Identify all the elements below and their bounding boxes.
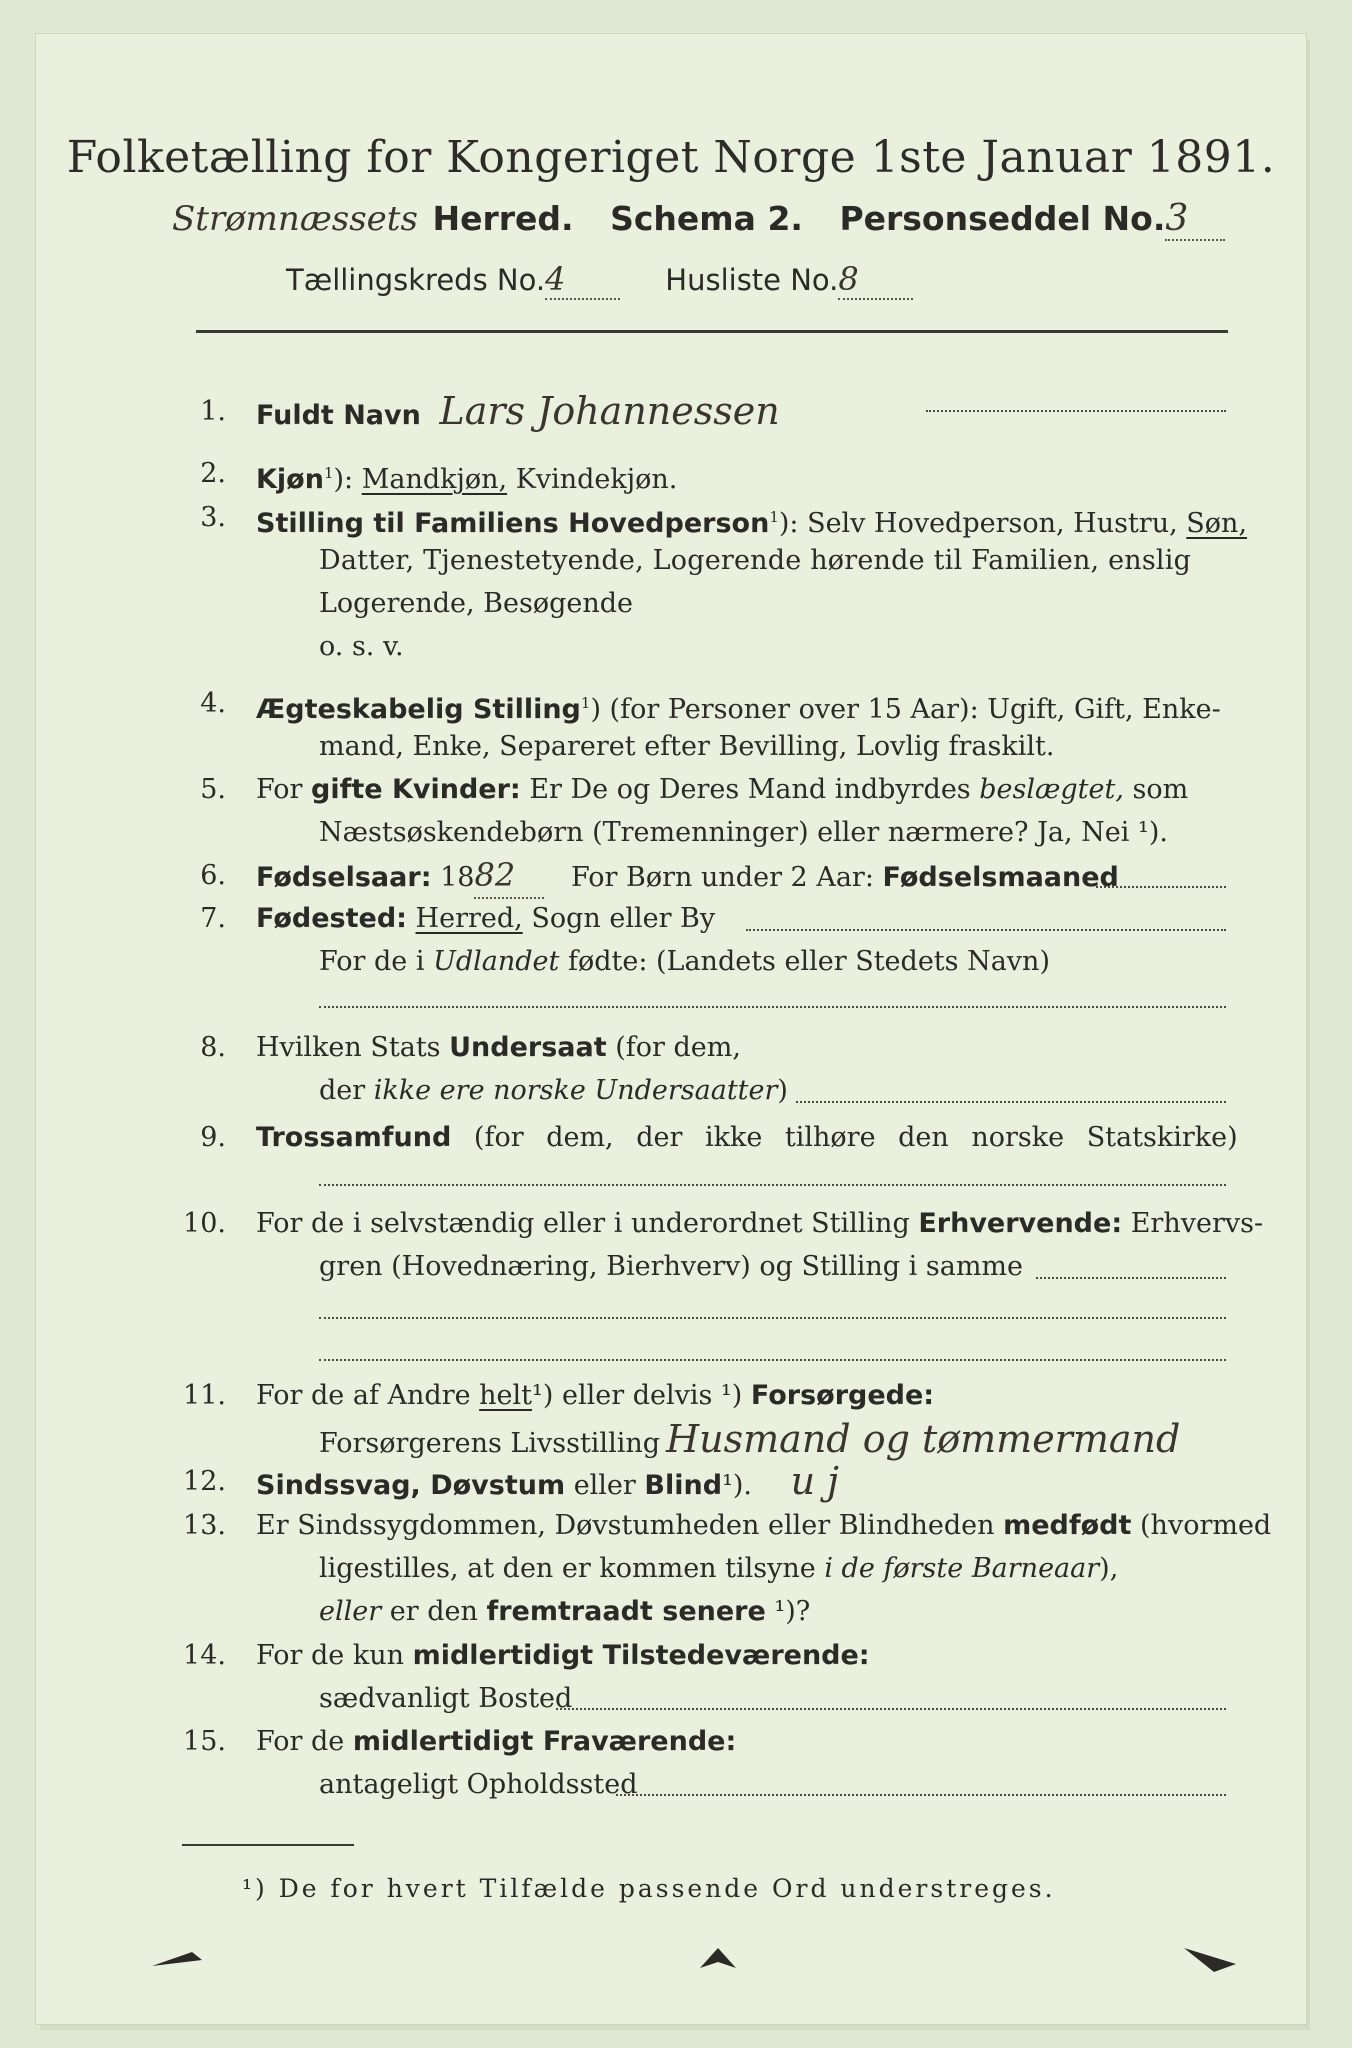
q11-pre: For de af Andre (256, 1380, 471, 1411)
q10-label: Erhvervende: (918, 1208, 1123, 1239)
q8-line2 (319, 1069, 788, 1112)
q15-pre: For de (256, 1726, 345, 1757)
q5-pre: For (256, 774, 303, 805)
q3-line2: Datter, Tjenestetyende, Logerende hørende til Familien, enslig (319, 545, 1192, 576)
q15-number: 15. (183, 1726, 226, 1757)
kreds-number: 4 (545, 260, 620, 300)
q14-label: midlertidigt Tilstedeværende: (412, 1640, 870, 1671)
q2-footnote-ref: 1 (323, 464, 334, 482)
q3-options-line1: ): Selv Hovedperson, Hustru, (778, 508, 1178, 539)
q6-label: Fødselsaar: (256, 862, 432, 893)
header-rule (196, 330, 1228, 333)
q13-label: medfødt (1003, 1510, 1132, 1541)
footnote: ¹) De for hvert Tilfælde passende Ord understreges. (242, 1874, 1056, 1903)
q9-answer-dotline (319, 1184, 1226, 1186)
schema-label: Schema 2. (610, 199, 803, 238)
q7-number: 7. (200, 903, 226, 934)
q3-option-son: Søn, (1186, 508, 1248, 539)
q12-rest: ¹). (722, 1470, 753, 1501)
q5-line1: Er De og Deres Mand indbyrdes (529, 774, 971, 805)
husliste-label: Husliste No. (665, 263, 839, 297)
q4-label: Ægteskabelig Stilling (256, 694, 581, 725)
q7-line2a: For de i (319, 946, 425, 977)
herred-label: Herred. (432, 199, 574, 238)
personseddel-label: Personseddel No. (839, 199, 1166, 238)
q7-answer-dotline (319, 1006, 1226, 1008)
q13-line3 (319, 1590, 810, 1633)
q3-line4: o. s. v. (319, 631, 404, 662)
q8-number: 8. (200, 1032, 226, 1063)
q1-dotline (926, 410, 1226, 412)
q7-line2b: fødte: (Landets eller Stedets Navn) (567, 946, 1050, 977)
q7-option-herred: Herred, (415, 903, 523, 934)
q10-pre: For de i selvstændig eller i underordnet Stilling (256, 1208, 910, 1239)
q4-number: 4. (200, 688, 226, 719)
q2-option-kvindekjon: Kvindekjøn. (515, 464, 678, 495)
q13-line3c: ¹)? (774, 1596, 811, 1627)
q10-dotline-c (319, 1359, 1226, 1361)
q11-line2 (319, 1418, 1180, 1465)
q8-rest: (for dem, (615, 1032, 741, 1063)
q14-line2: sædvanligt Bosted (319, 1683, 573, 1714)
q4-footnote-ref: 1 (580, 694, 591, 712)
husliste-number: 8 (838, 260, 913, 300)
q13-number: 13. (183, 1510, 226, 1541)
q11-line2-label: Forsørgerens Livsstilling (319, 1428, 661, 1459)
q11-mid: ¹) eller delvis ¹) (532, 1380, 743, 1411)
q15-dotline (616, 1794, 1226, 1796)
q6-year-prefix: 18 (440, 862, 475, 893)
q13-line2-italic: i de første Barneaar (824, 1553, 1100, 1584)
q13-line2 (319, 1547, 1118, 1590)
q9-rest: (for dem, der ikke tilhøre den norske Statskirke) (473, 1122, 1238, 1153)
q1-label: Fuldt Navn (256, 400, 421, 431)
q4-line1: ) (for Personer over 15 Aar): Ugift, Gift, Enke- (590, 694, 1221, 725)
q12-label: Sindssvag, Døvstum (256, 1470, 566, 1501)
q7-rest: Sogn eller By (531, 903, 716, 934)
q5-italic: beslægtet, (979, 774, 1124, 805)
q9-label: Trossamfund (256, 1122, 452, 1153)
q7-line2 (319, 940, 1050, 983)
registration-mark-center-icon (696, 1938, 740, 1974)
q3-footnote-ref: 1 (769, 508, 779, 526)
q2-number: 2. (200, 458, 226, 489)
q11-label: Forsørgede: (750, 1380, 935, 1411)
q11-option-helt: helt (479, 1380, 533, 1411)
q7-dotline (746, 929, 1226, 931)
q14-pre: For de kun (256, 1640, 404, 1671)
q5-line2: Næstsøskendebørn (Tremenninger) eller nærmere? Ja, Nei ¹). (319, 817, 1168, 848)
q8-line2-italic: ikke ere norske Undersaatter (373, 1075, 778, 1106)
q13-line2a: ligestilles, at den er kommen tilsyne (319, 1553, 816, 1584)
q7-label: Fødested: (256, 903, 407, 934)
registration-mark-left-icon (152, 1938, 212, 1978)
q1-answer-handwritten: Lars Johannessen (439, 389, 780, 433)
q6-year-handwritten: 82 (474, 854, 544, 899)
herred-line (172, 198, 1225, 241)
q13-line2b: ), (1099, 1553, 1119, 1584)
q6-dotline (1096, 886, 1226, 888)
census-form-sheet: Folketælling for Kongeriget Norge 1ste Januar 1891. Strømnæssets Herred. Schema 2. Personseddel No.3 Tællingskreds No.4 Husliste No.8 1. Fuldt Navn Lars Johannessen 2. Kjøn$^1$): Mandkjøn, Kvindekjøn. 3. Stilling til Familiens Hovedperson$^1$): Selv Hovedperson, Hustru, Søn, Datter, Tjenestetyende, Logerende hørende til Familien, enslig Logerende, Besøgende o. s. v. 4. Ægteskabelig Stilling$^1$) (for Personer over 15 Aar): Ugift, Gift, Enke- mand, Enke, Separeret efter Bevilling, Lovlig fraskilt. 5. For gifte Kvinder: Er De og Deres Mand indbyrdes beslægtet, som Næstsøskendebørn (Tremenninger) eller nærmere? Ja, Nei ¹). 6. Fødselsaar: 1882 For Børn under 2 Aar: Fødselsmaaned 7. Fødested: Herred, Sogn eller By For de i Udlandet fødte: (Landets eller Stedets Navn) 8. Hvilken Stats Undersaat (for dem, der ikke ere norske Undersaatter) 9. Trossamfund (for dem, der ikke tilhøre den norske Statskirke) 10. For de i selvstændig eller i underordnet Stilling Erhvervende: Erhvervs- gren (Hovednæring, Bierhverv) og Stilling i samme 11. For de af Andre helt¹) eller delvis ¹) Forsørgede: Forsørgerens Livsstilling Husmand og tømmermand 12. Sindssvag, Døvstum eller Blind¹). u j 13. Er Sindssygdommen, Døvstumheden eller Blindheden medfødt (hvormed ligestilles, at den er kommen tilsyne i de første Barneaar), eller er den fremtraadt senere ¹)? 14. For de kun midlertidigt Tilstedeværende: sædvanligt Bosted 15. For de midlertidigt Fraværende: antageligt Opholdssted ¹) De for hvert Tilfælde passende Ord understreges. (36, 34, 1306, 2024)
q8-line2a: der (319, 1075, 366, 1106)
q8-label: Undersaat (449, 1032, 607, 1063)
q10-dotline-b (319, 1317, 1226, 1319)
q8-pre: Hvilken Stats (256, 1032, 441, 1063)
q8-dotline (796, 1101, 1226, 1103)
q14-number: 14. (183, 1640, 226, 1671)
q5-number: 5. (200, 774, 226, 805)
q2-label: Kjøn (256, 464, 324, 495)
q5-line1b: som (1132, 774, 1189, 805)
q8-line2b: ) (777, 1075, 788, 1106)
q9-number: 9. (200, 1122, 226, 1153)
herred-name-handwritten: Strømnæssets (172, 199, 418, 239)
q10-rest: Erhvervs- (1130, 1208, 1264, 1239)
q12-answer-handwritten: u j (790, 1459, 839, 1503)
q13-line3-italic: eller (319, 1596, 382, 1627)
q4-line2: mand, Enke, Separeret efter Bevilling, Lovlig fraskilt. (319, 731, 1055, 762)
personseddel-number: 3 (1165, 198, 1225, 241)
q11-answer-handwritten: Husmand og tømmermand (666, 1417, 1181, 1461)
q6-number: 6. (200, 860, 226, 891)
q13-pre: Er Sindssygdommen, Døvstumheden eller Blindheden (256, 1510, 995, 1541)
q1-number: 1. (200, 396, 226, 427)
registration-mark-right-icon (1184, 1938, 1244, 1978)
kreds-line (286, 260, 913, 300)
q11-number: 11. (183, 1380, 226, 1411)
q6-label2: Fødselsmaaned (882, 862, 1119, 893)
footnote-rule (182, 1844, 354, 1846)
q2-option-mandkjon: Mandkjøn, (361, 464, 508, 495)
q13-line3-bold: fremtraadt senere (486, 1596, 766, 1627)
q7-line2-italic: Udlandet (433, 946, 560, 977)
q12-number: 12. (183, 1466, 226, 1497)
q13-rest: (hvormed (1140, 1510, 1272, 1541)
q12-mid: eller (573, 1470, 636, 1501)
q12-label2: Blind (644, 1470, 723, 1501)
q10-line2: gren (Hovednæring, Bierhverv) og Stilling i samme (319, 1251, 1024, 1282)
q10-number: 10. (183, 1208, 226, 1239)
q3-number: 3. (200, 502, 226, 533)
q14-dotline (556, 1708, 1226, 1710)
q15-label: midlertidigt Fraværende: (352, 1726, 737, 1757)
q6-mid: For Børn under 2 Aar: (571, 862, 874, 893)
q3-label: Stilling til Familiens Hovedperson (256, 508, 770, 539)
q10-dotline-a (1036, 1277, 1226, 1279)
q15-line2: antageligt Opholdssted (319, 1769, 638, 1800)
q13-line3a: er den (389, 1596, 478, 1627)
kreds-label: Tællingskreds No. (286, 263, 546, 297)
q5-label: gifte Kvinder: (311, 774, 521, 805)
q3-line3: Logerende, Besøgende (319, 588, 633, 619)
form-title: Folketælling for Kongeriget Norge 1ste Januar 1891. (66, 132, 1276, 183)
